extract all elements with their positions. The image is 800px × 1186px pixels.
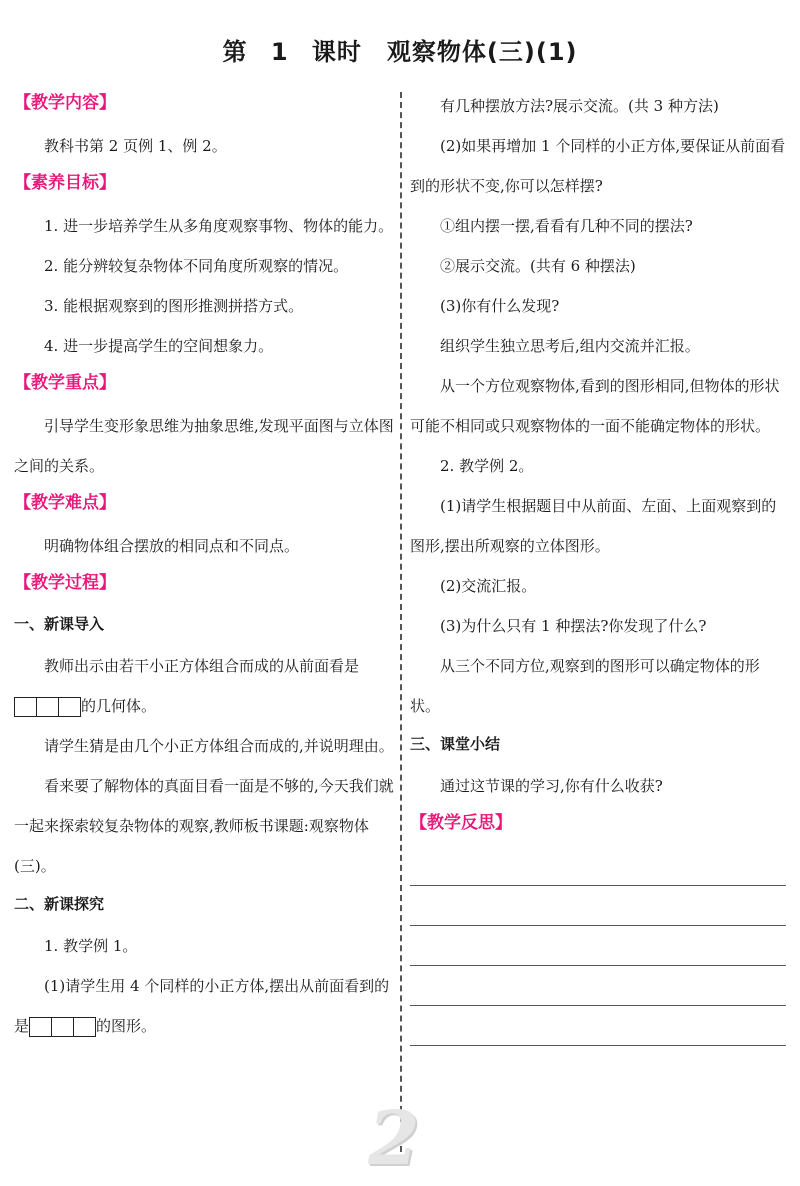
right-text-12: 从三个不同方位,观察到的图形可以确定物体的形状。 <box>410 657 760 715</box>
heading-process: 【教学过程】 <box>14 573 116 593</box>
goal-4: 4. 进一步提高学生的空间想象力。 <box>44 337 274 355</box>
intro-text-1b-label: 的几何体。 <box>81 697 157 715</box>
right-text-11: (3)为什么只有 1 种摆法?你发现了什么? <box>440 617 707 635</box>
subheading-explore: 二、新课探究 <box>14 895 105 913</box>
three-square-figure-small <box>29 1017 96 1037</box>
content-text: 教科书第 2 页例 1、例 2。 <box>44 137 227 155</box>
intro-text-1: 教师出示由若干小正方体组合而成的从前面看是 <box>44 657 360 675</box>
intro-text-3: 看来要了解物体的真面目看一面是不够的,今天我们就一起来探索较复杂物体的观察,教师板书课题:观察物体(三)。 <box>14 777 394 875</box>
goal-1: 1. 进一步培养学生从多角度观察事物、物体的能力。 <box>44 217 394 235</box>
example-1-step-1-end: 的图形。 <box>96 1017 157 1035</box>
subheading-intro: 一、新课导入 <box>14 615 105 633</box>
intro-text-2: 请学生猜是由几个小正方体组合而成的,并说明理由。 <box>44 737 394 755</box>
right-text-9: (1)请学生根据题目中从前面、左面、上面观察到的图形,摆出所观察的立体图形。 <box>410 497 777 555</box>
right-text-3: ①组内摆一摆,看看有几种不同的摆法? <box>440 217 693 235</box>
difficult-text: 明确物体组合摆放的相同点和不同点。 <box>44 537 300 555</box>
right-text-5: (3)你有什么发现? <box>440 297 560 315</box>
right-text-10: (2)交流汇报。 <box>440 577 537 595</box>
example-1-title: 1. 教学例 1。 <box>44 937 138 955</box>
heading-difficulties: 【教学难点】 <box>14 493 116 513</box>
page-number: 2 <box>368 1096 420 1182</box>
example-1-step-1-text: (1)请学生用 4 个同样的小正方体,摆出从前面看到的是 <box>14 977 390 1035</box>
column-divider <box>400 92 402 1152</box>
right-text-8: 2. 教学例 2。 <box>440 457 534 475</box>
right-text-4: ②展示交流。(共有 6 种摆法) <box>440 257 636 275</box>
reflection-line[interactable] <box>410 886 786 926</box>
subheading-summary: 三、课堂小结 <box>410 735 501 753</box>
right-column <box>410 86 786 1046</box>
left-column <box>14 86 394 1046</box>
example-1-step-1 <box>14 966 394 1046</box>
goal-2: 2. 能分辨较复杂物体不同角度所观察的情况。 <box>44 257 349 275</box>
page-title: 第 1 课时 观察物体(三)(1) <box>222 38 578 66</box>
right-text-13: 通过这节课的学习,你有什么收获? <box>440 777 663 795</box>
heading-key-points: 【教学重点】 <box>14 373 116 393</box>
heading-reflection: 【教学反思】 <box>410 813 512 833</box>
intro-text-1b <box>14 686 394 726</box>
key-text: 引导学生变形象思维为抽象思维,发现平面图与立体图之间的关系。 <box>14 417 394 475</box>
reflection-lines <box>410 846 786 1046</box>
reflection-line[interactable] <box>410 846 786 886</box>
reflection-line[interactable] <box>410 966 786 1006</box>
three-square-figure <box>14 697 81 717</box>
heading-goals: 【素养目标】 <box>14 173 116 193</box>
reflection-line[interactable] <box>410 926 786 966</box>
right-text-6: 组织学生独立思考后,组内交流并汇报。 <box>440 337 700 355</box>
reflection-line[interactable] <box>410 1006 786 1046</box>
right-text-1: 有几种摆放方法?展示交流。(共 3 种方法) <box>440 97 719 115</box>
heading-teaching-content: 【教学内容】 <box>14 93 116 113</box>
goal-3: 3. 能根据观察到的图形推测拼搭方式。 <box>44 297 304 315</box>
right-text-2: (2)如果再增加 1 个同样的小正方体,要保证从前面看到的形状不变,你可以怎样摆? <box>410 137 786 195</box>
right-text-7: 从一个方位观察物体,看到的图形相同,但物体的形状可能不相同或只观察物体的一面不能确定物体的形状。 <box>410 377 780 435</box>
